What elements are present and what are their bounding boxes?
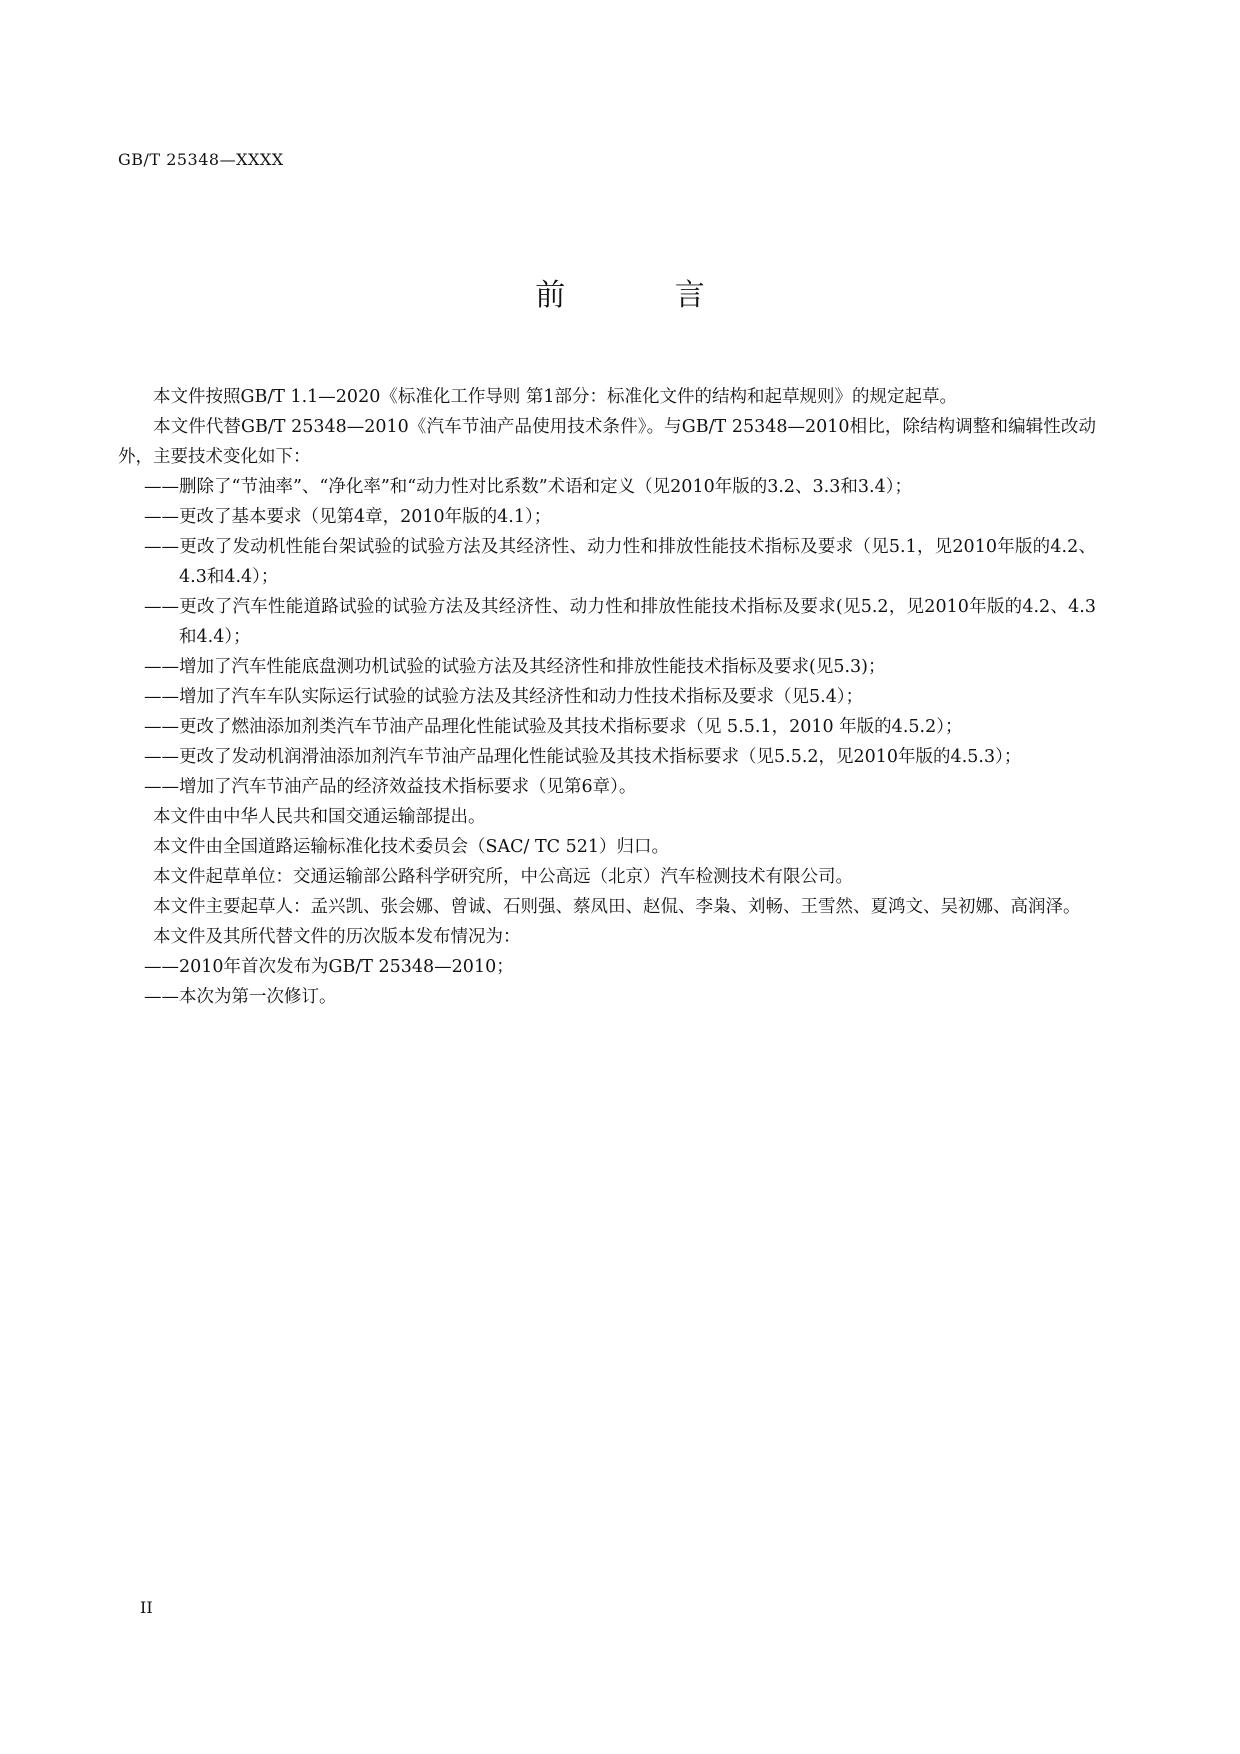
closing-paragraph: 本文件起草单位：交通运输部公路科学研究所，中公高远（北京）汽车检测技术有限公司。 <box>153 867 853 887</box>
intro-paragraph: 本文件代替GB/T 25348—2010《汽车节油产品使用技术条件》。与GB/T 25348—2010相比，除结构调整和编辑性改动外，主要技术变化如下： <box>118 417 1096 467</box>
closing-paragraph: 本文件由全国道路运输标准化技术委员会（SAC/ TC 521）归口。 <box>153 837 670 857</box>
intro-paragraph: 本文件按照GB/T 1.1—2020《标准化工作导则 第1部分：标准化文件的结构和起草规则》的规定起草。 <box>153 387 958 407</box>
change-item: ——更改了基本要求（见第4章，2010年版的4.1）； <box>144 507 552 527</box>
closing-paragraph: 本文件主要起草人：孟兴凯、张会娜、曾诚、石则强、蔡凤田、赵侃、李枭、刘畅、王雪然、夏鸿文、吴初娜、高润泽。 <box>153 897 1081 917</box>
change-item: ——更改了发动机性能台架试验的试验方法及其经济性、动力性和排放性能技术指标及要求（见5.1，见2010年版的4.2、4.3和4.4）； <box>144 537 1096 587</box>
document-body <box>118 382 1096 1012</box>
document-code: GB/T 25348—XXXX <box>118 150 284 169</box>
change-item: ——增加了汽车节油产品的经济效益技术指标要求（见第6章）。 <box>144 777 637 797</box>
history-item: ——本次为第一次修订。 <box>144 987 337 1007</box>
change-item: ——增加了汽车车队实际运行试验的试验方法及其经济性和动力性技术指标及要求（见5.4）； <box>144 687 864 707</box>
closing-paragraph: 本文件由中华人民共和国交通运输部提出。 <box>153 807 486 827</box>
closing-paragraph: 本文件及其所代替文件的历次版本发布情况为： <box>153 927 521 947</box>
change-item: ——更改了燃油添加剂类汽车节油产品理化性能试验及其技术指标要求（见 5.5.1，2010 年版的4.5.2）； <box>144 717 963 737</box>
page-title: 前 言 <box>535 278 755 313</box>
change-item: ——更改了发动机润滑油添加剂汽车节油产品理化性能试验及其技术指标要求（见5.5.2，见2010年版的4.5.3）； <box>144 747 1022 767</box>
history-item: ——2010年首次发布为GB/T 25348—2010； <box>144 957 514 977</box>
change-item: ——增加了汽车性能底盘测功机试验的试验方法及其经济性和排放性能技术指标及要求(见5.3)； <box>144 657 886 677</box>
change-item: ——更改了汽车性能道路试验的试验方法及其经济性、动力性和排放性能技术指标及要求(见5.2，见2010年版的4.2、4.3和4.4）； <box>144 597 1096 647</box>
page-number: II <box>140 1598 153 1617</box>
change-item: ——删除了“节油率”、“净化率”和“动力性对比系数”术语和定义（见2010年版的3.2、3.3和3.4）； <box>144 477 912 497</box>
